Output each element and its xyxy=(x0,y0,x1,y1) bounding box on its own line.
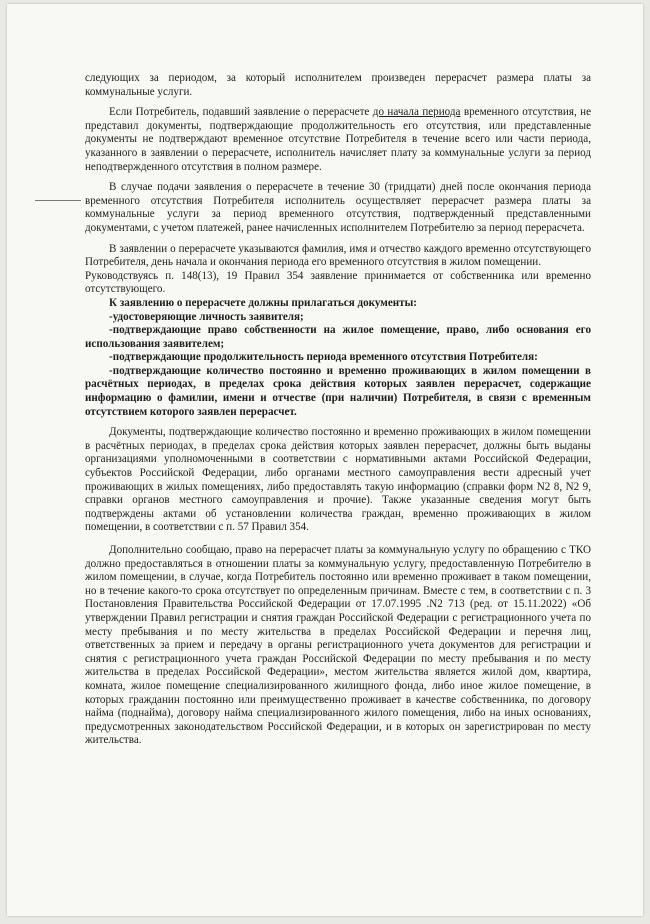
paragraph-continuation: следующих за периодом, за который исполнителем произведен перерасчет размера платы за коммунальные услуги. xyxy=(85,72,591,98)
document-body xyxy=(85,72,591,748)
document-page xyxy=(7,4,643,916)
underlined-phrase: до начала периода xyxy=(372,106,461,119)
docs-heading: К заявлению о перерасчете должны прилагаться документы: xyxy=(109,296,417,309)
doc-item-identity: -удостоверяющие личность заявителя; xyxy=(109,310,304,323)
paragraph-30-days: В случае подачи заявления о перерасчете в течение 30 (тридцати) дней после окончания периода временного отсутствия Потребителя исполнитель осуществляет перерасчет размера платы за коммунальные услуги за период временного отсутствия, подтвержденный представленными документами, с учетом платежей, ранее начисленных исполнителем Потребителю за период перерасчета. xyxy=(85,181,591,234)
doc-item-ownership: -подтверждающие право собственности на жилое помещение, право, либо основания его использования заявителем; xyxy=(85,324,591,350)
paragraph-residents-docs: Документы, подтверждающие количество постоянно и временно проживающих в жилом помещении в расчётных периодах, в пределах срока действия которых заявлен перерасчет, должны быть выданы организациями уполномоченными в соответствии с нормативными актами Российской Федерации, субъектов Российской Федерации, либо органами местного самоуправления вести адресный учет проживающих в жилых помещениях, либо предоставлять такую информацию (справки форм N2 8, N2 9, справки органов местного самоуправления и прочие). Также указанные сведения могут быть подтверждены актами об установлении количества граждан, временно проживающих в жилом помещении, в соответствии с п. 57 Правил 354. xyxy=(85,426,591,534)
paragraph-rules-reference: Руководствуясь п. 148(13), 19 Правил 354 заявление принимается от собственника или временно отсутствующего. xyxy=(85,269,591,296)
fold-mark xyxy=(35,200,81,201)
paragraph-application-content: В заявлении о перерасчете указываются фамилия, имя и отчество каждого временно отсутствующего Потребителя, день начала и окончания периода его временного отсутствия в жилом помещении. xyxy=(85,242,591,269)
doc-item-duration: -подтверждающие продолжительность периода временного отсутствия Потребителя: xyxy=(109,351,538,364)
doc-item-residents: -подтверждающие количество постоянно и временно проживающих в жилом помещении в расчётных периодах, в пределах срока действия которых заявлен перерасчет, содержащие информацию о фамилии, имени и отчестве (при наличии) Потребителя, в связи с временным отсутствием которого заявлен перерасчет. xyxy=(85,364,591,418)
paragraph-tko-recalculation: Дополнительно сообщаю, право на перерасчет платы за коммунальную услугу по обращению с ТКО должно предоставляться в отношении платы за коммунальную услугу, предоставленную Потребителю в жилом помещении, в случае, когда Потребитель постоянно или временно проживает в таком помещении, но в течение какого-то срока отсутствует по определенным причинам. Вместе с тем, в соответствии с п. 3 Постановления Правительства Российской Федерации от 17.07.1995 .N2 713 (ред. от 15.11.2022) «Об утверждении Правил регистрации и снятия граждан Российской Федерации с регистрационного учета по месту пребывания и по месту жительства в пределах Российской Федерации и перечня лиц, ответственных за прием и передачу в органы регистрационного учета документов для регистрации и снятия с регистрационного учета граждан Российской Федерации по месту пребывания и по месту жительства в пределах Российской Федерации», местом жительства является жилой дом, квартира, комната, жилое помещение специализированного жилищного фонда, либо иное жилое помещение, в которых гражданин постоянно или преимущественно проживает в качестве собственника, по договору найма (поднайма), договору найма специализированного жилого помещения, либо на иных основаниях, предусмотренных законодательством Российской Федерации, и в которых он зарегистрирован по месту жительства. xyxy=(85,544,591,747)
paragraph-absence-docs: Если Потребитель, подавший заявление о перерасчете до начала периода временного отсутствия, не представил документы, подтверждающие продолжительность его отсутствия, или представленные документы не подтверждают временное отсутствие Потребителя в течение всего или части периода, указанного в заявлении о перерасчете, исполнитель начисляет плату за коммунальные услуги за период неподтвержденного отсутствия в полном размере. xyxy=(85,106,592,173)
